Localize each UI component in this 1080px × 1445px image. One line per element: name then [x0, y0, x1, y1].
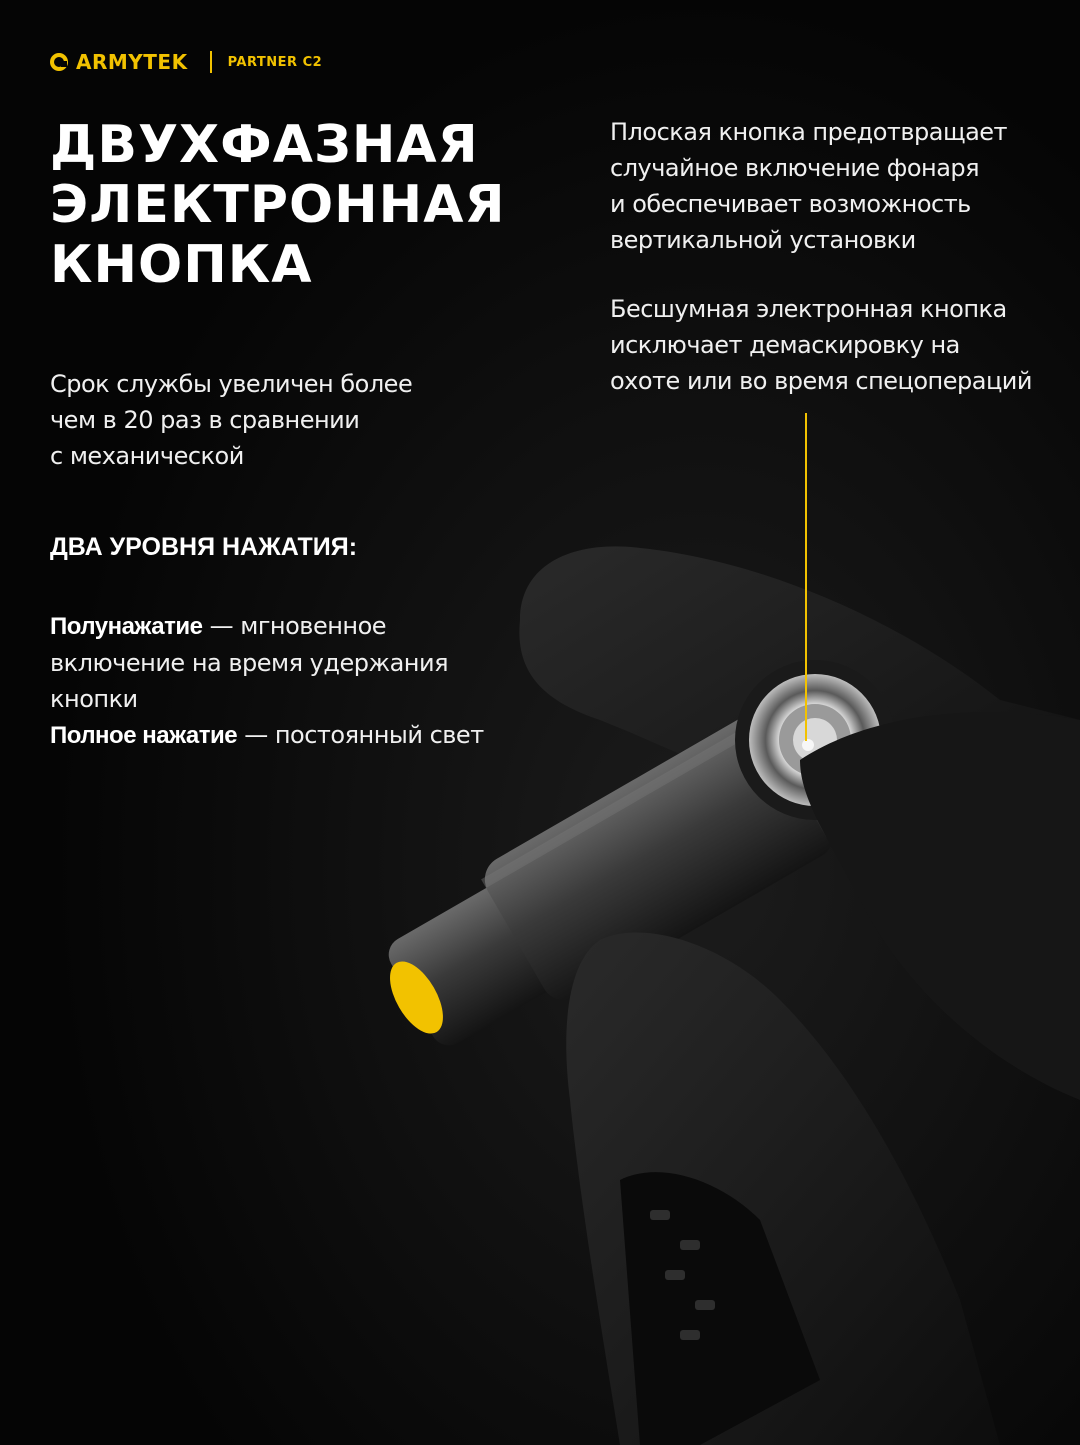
lifespan-text: Срок службы увеличен более чем в 20 раз в сравнении с механической [50, 370, 413, 470]
silent-button-note: Бесшумная электронная кнопка исключает демаскировку на охоте или во время спецопераций [610, 295, 1032, 395]
brand-bar [50, 47, 322, 77]
full-press-label: Полное нажатие [50, 722, 238, 749]
brand-divider [210, 51, 212, 73]
half-press-text: — мгновенное [202, 612, 387, 640]
levels-title: ДВА УРОВНЯ НАЖАТИЯ: [50, 533, 358, 561]
press-levels: Полунажатие — мгновенное включение на время удержания кнопки Полное нажатие — постоянный свет [50, 612, 484, 749]
half-press-label: Полунажатие [50, 613, 203, 640]
full-press-text: — постоянный свет [237, 721, 484, 749]
brand-name: ARMYTEK [76, 50, 188, 74]
headline [50, 115, 506, 295]
model-name: PARTNER C2 [227, 54, 323, 70]
headline-line: ДВУХФАЗНАЯ [50, 115, 479, 175]
headline-line: КНОПКА [50, 235, 313, 295]
flat-button-note: Плоская кнопка предотвращает случайное включение фонаря и обеспечивает возможность вертикальной установки [610, 118, 1008, 254]
callout-line [805, 413, 807, 741]
armytek-logo-icon [50, 53, 68, 71]
headline-line: ЭЛЕКТРОННАЯ [50, 175, 506, 235]
